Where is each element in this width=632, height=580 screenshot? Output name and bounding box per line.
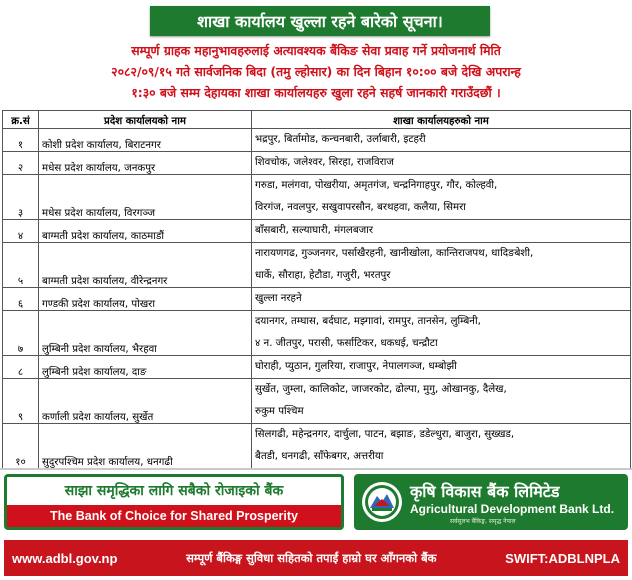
row-serial: २ bbox=[3, 152, 39, 175]
row-province-office: कर्णाली प्रदेश कार्यालय, सुर्खेत bbox=[39, 379, 252, 424]
row-branch-offices: खुल्ला नरहने bbox=[252, 288, 631, 311]
row-serial: ७ bbox=[3, 311, 39, 356]
bank-tagline: सर्वसुलभ बैंकिङ्ग, समृद्ध नेपाल bbox=[450, 518, 516, 525]
notice-title: शाखा कार्यालय खुल्ला रहने बारेको सूचना। bbox=[150, 6, 490, 36]
notice-paragraph bbox=[6, 40, 626, 103]
header-serial: क्र.सं bbox=[3, 111, 39, 129]
row-province-office: सुदुरपश्चिम प्रदेश कार्यालय, धनगढी bbox=[39, 424, 252, 469]
row-serial: १० bbox=[3, 424, 39, 469]
swift-code: SWIFT:ADBLNPLA bbox=[505, 550, 620, 566]
row-branch-offices: बाँसबारी, सल्याघारी, मंगलबजार bbox=[252, 220, 631, 243]
table-row bbox=[3, 243, 631, 288]
row-province-office: मधेस प्रदेश कार्यालय, जनकपुर bbox=[39, 152, 252, 175]
table-header-row bbox=[3, 111, 631, 129]
website-link[interactable]: www.adbl.gov.np bbox=[12, 550, 118, 566]
row-branch-offices: सिलगढी, महेन्द्रनगर, दार्चुला, पाटन, बझाङ, डडेल्धुरा, बाजुरा, सुख्खड, बैतडी, धनगढी, साँफेबगर, अत्तरीया bbox=[252, 424, 631, 469]
table-row bbox=[3, 220, 631, 243]
slogan-box bbox=[4, 474, 344, 530]
row-branch-offices: भद्रपुर, बिर्तामोड, कन्चनबारी, उर्लाबारी, इटहरी bbox=[252, 129, 631, 152]
header-province-office: प्रदेश कार्यालयको नाम bbox=[39, 111, 252, 129]
row-serial: ५ bbox=[3, 243, 39, 288]
bank-logo-box bbox=[354, 474, 628, 530]
row-serial: ८ bbox=[3, 356, 39, 379]
header-branch-offices: शाखा कार्यालयहरुको नाम bbox=[252, 111, 631, 129]
table-row bbox=[3, 379, 631, 424]
table-row bbox=[3, 424, 631, 469]
branch-table bbox=[2, 110, 631, 469]
slogan-english: The Bank of Choice for Shared Prosperity bbox=[7, 505, 341, 527]
table-row bbox=[3, 311, 631, 356]
row-branch-offices: सुर्खेत, जुम्ला, कालिकोट, जाजरकोट, ढोल्पा, मुगु, ओखानकु, दैलेख, रुकुम पश्चिम bbox=[252, 379, 631, 424]
bank-emblem-icon bbox=[360, 480, 404, 524]
row-serial: ३ bbox=[3, 175, 39, 220]
row-province-office: बाग्मती प्रदेश कार्यालय, काठमाडौं bbox=[39, 220, 252, 243]
table-row bbox=[3, 152, 631, 175]
table-row bbox=[3, 175, 631, 220]
row-province-office: लुम्बिनी प्रदेश कार्यालय, भैरहवा bbox=[39, 311, 252, 356]
row-serial: ९ bbox=[3, 379, 39, 424]
row-province-office: लुम्बिनी प्रदेश कार्यालय, दाङ bbox=[39, 356, 252, 379]
notice-line: सम्पूर्ण ग्राहक महानुभावहरुलाई अत्यावश्यक बैंकिङ सेवा प्रवाह गर्ने प्रयोजनार्थ मिति bbox=[131, 43, 501, 58]
table-row bbox=[3, 288, 631, 311]
slogan-nepali: साझा समृद्धिका लागि सबैको रोजाइको बैंक bbox=[64, 483, 284, 499]
row-province-office: बाग्मती प्रदेश कार्यालय, वीरेन्द्रनगर bbox=[39, 243, 252, 288]
notice-line: २०८२/०९/१५ गते सार्वजनिक बिदा (तमु ल्होसार) का दिन बिहान १०:०० बजे देखि अपरान्ह bbox=[111, 64, 521, 79]
table-row bbox=[3, 129, 631, 152]
row-branch-offices: गरुडा, मलंगवा, पोखरीया, अमृतगंज, चन्द्रनिगाहपुर, गौर, कोल्हवी, विरगंज, नवलपुर, सखुवापरसौन, बरथहवा, कलैया, सिमरा bbox=[252, 175, 631, 220]
notice-line: १:३० बजे सम्म देहायका शाखा कार्यालयहरु खुला रहने सहर्ष जानकारी गराउँदछौं । bbox=[131, 85, 501, 100]
row-province-office: कोशी प्रदेश कार्यालय, बिराटनगर bbox=[39, 129, 252, 152]
row-serial: १ bbox=[3, 129, 39, 152]
row-branch-offices: शिवचोक, जलेश्वर, सिरहा, राजविराज bbox=[252, 152, 631, 175]
table-row bbox=[3, 356, 631, 379]
bank-name-english: Agricultural Development Bank Ltd. bbox=[410, 502, 615, 516]
row-branch-offices: घोराही, प्युठान, गुलरिया, राजापुर, नेपालगञ्ज, धम्बोझी bbox=[252, 356, 631, 379]
row-serial: ६ bbox=[3, 288, 39, 311]
row-province-office: मधेस प्रदेश कार्यालय, विरगञ्ज bbox=[39, 175, 252, 220]
row-branch-offices: दयानगर, तम्घास, बर्दघाट, मझ्गावां, रामपुर, तानसेन, लुम्बिनी, ४ न. जीतपुर, परासी, फर्साटिकर, धकधई, चन्द्रौटा bbox=[252, 311, 631, 356]
row-province-office: गण्डकी प्रदेश कार्यालय, पोखरा bbox=[39, 288, 252, 311]
bank-name-nepali: कृषि विकास बैंक लिमिटेड bbox=[410, 482, 560, 501]
row-serial: ४ bbox=[3, 220, 39, 243]
footer-bar bbox=[4, 540, 628, 576]
row-branch-offices: नारायणगढ, गुञ्जनगर, पर्साखैरहनी, खानीखोला, कान्तिराजपथ, धादिङबेशी, धार्के, सौराहा, हेटौडा, गजुरी, भरतपुर bbox=[252, 243, 631, 288]
footer-message: सम्पूर्ण बैंकिङ्ग सुविधा सहितको तपाईं हाम्रो घर आँगनको बैंक bbox=[186, 550, 437, 565]
